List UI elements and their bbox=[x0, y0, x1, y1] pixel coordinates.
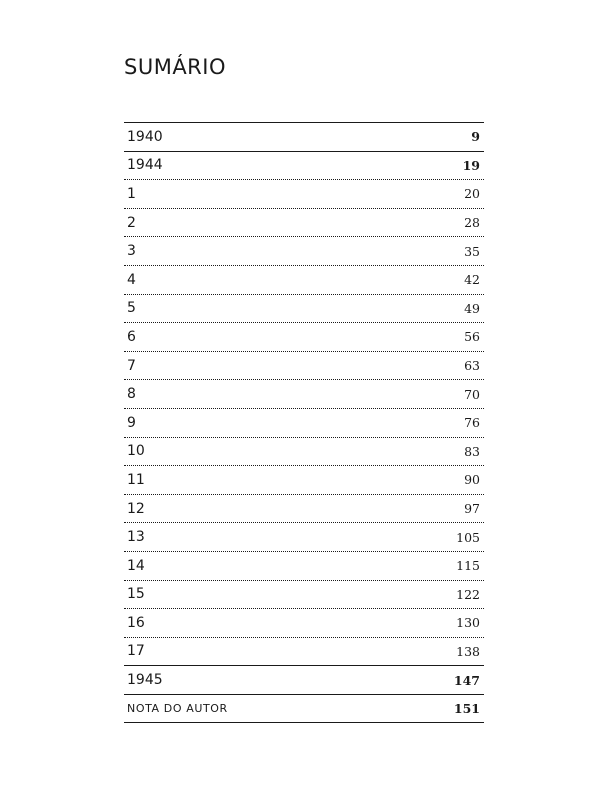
toc-entry-page: 97 bbox=[464, 501, 480, 517]
table-of-contents bbox=[124, 122, 484, 723]
toc-entry-page: 105 bbox=[456, 529, 480, 545]
toc-entry-chapter-3[interactable] bbox=[124, 237, 484, 266]
toc-entry-chapter-4[interactable] bbox=[124, 266, 484, 295]
toc-entry-page: 63 bbox=[464, 358, 480, 374]
toc-entry-page: 20 bbox=[464, 186, 480, 202]
toc-entry-page: 28 bbox=[464, 215, 480, 231]
toc-entry-chapter-2[interactable] bbox=[124, 209, 484, 238]
toc-entry-1944[interactable] bbox=[124, 152, 484, 181]
toc-entry-page: 9 bbox=[471, 129, 480, 145]
toc-entry-page: 115 bbox=[456, 558, 480, 574]
toc-entry-page: 76 bbox=[464, 415, 480, 431]
toc-entry-label: 8 bbox=[127, 386, 136, 403]
toc-entry-chapter-1[interactable] bbox=[124, 180, 484, 209]
toc-entry-label: NOTA DO AUTOR bbox=[127, 702, 228, 716]
toc-entry-page: 147 bbox=[453, 672, 480, 688]
toc-entry-chapter-17[interactable] bbox=[124, 638, 484, 667]
toc-entry-page: 42 bbox=[464, 272, 480, 288]
toc-entry-label: 4 bbox=[127, 271, 136, 288]
toc-entry-page: 122 bbox=[456, 586, 480, 602]
toc-entry-chapter-5[interactable] bbox=[124, 295, 484, 324]
toc-entry-chapter-9[interactable] bbox=[124, 409, 484, 438]
toc-entry-page: 19 bbox=[462, 157, 480, 173]
toc-entry-chapter-7[interactable] bbox=[124, 352, 484, 381]
toc-entry-label: 1940 bbox=[127, 128, 163, 145]
toc-entry-label: 10 bbox=[127, 443, 145, 460]
toc-entry-label: 1 bbox=[127, 185, 136, 202]
toc-entry-chapter-12[interactable] bbox=[124, 495, 484, 524]
toc-entry-page: 83 bbox=[464, 443, 480, 459]
toc-entry-label: 13 bbox=[127, 529, 145, 546]
toc-entry-chapter-10[interactable] bbox=[124, 438, 484, 467]
toc-entry-chapter-15[interactable] bbox=[124, 581, 484, 610]
toc-entry-page: 151 bbox=[453, 701, 480, 717]
toc-entry-label: 5 bbox=[127, 300, 136, 317]
toc-entry-label: 1944 bbox=[127, 157, 163, 174]
toc-entry-page: 49 bbox=[464, 300, 480, 316]
toc-entry-label: 12 bbox=[127, 500, 145, 517]
toc-entry-label: 14 bbox=[127, 557, 145, 574]
toc-entry-1945[interactable] bbox=[124, 666, 484, 695]
toc-entry-chapter-8[interactable] bbox=[124, 380, 484, 409]
toc-entry-label: 9 bbox=[127, 414, 136, 431]
toc-entry-label: 2 bbox=[127, 214, 136, 231]
toc-entry-label: 7 bbox=[127, 357, 136, 374]
toc-entry-nota-do-autor[interactable] bbox=[124, 695, 484, 724]
toc-entry-page: 130 bbox=[456, 615, 480, 631]
toc-entry-label: 17 bbox=[127, 643, 145, 660]
toc-entry-chapter-14[interactable] bbox=[124, 552, 484, 581]
toc-entry-label: 1945 bbox=[127, 672, 163, 689]
toc-entry-page: 35 bbox=[464, 243, 480, 259]
toc-entry-chapter-6[interactable] bbox=[124, 323, 484, 352]
toc-entry-label: 6 bbox=[127, 328, 136, 345]
toc-entry-label: 15 bbox=[127, 586, 145, 603]
toc-entry-label: 3 bbox=[127, 243, 136, 260]
toc-entry-label: 16 bbox=[127, 614, 145, 631]
toc-entry-page: 90 bbox=[464, 472, 480, 488]
toc-entry-chapter-11[interactable] bbox=[124, 466, 484, 495]
toc-entry-chapter-13[interactable] bbox=[124, 523, 484, 552]
page-title: SUMÁRIO bbox=[124, 55, 226, 79]
toc-entry-page: 138 bbox=[456, 643, 480, 659]
toc-entry-label: 11 bbox=[127, 471, 145, 488]
toc-entry-1940[interactable] bbox=[124, 123, 484, 152]
toc-entry-page: 56 bbox=[464, 329, 480, 345]
toc-entry-page: 70 bbox=[464, 386, 480, 402]
toc-entry-chapter-16[interactable] bbox=[124, 609, 484, 638]
